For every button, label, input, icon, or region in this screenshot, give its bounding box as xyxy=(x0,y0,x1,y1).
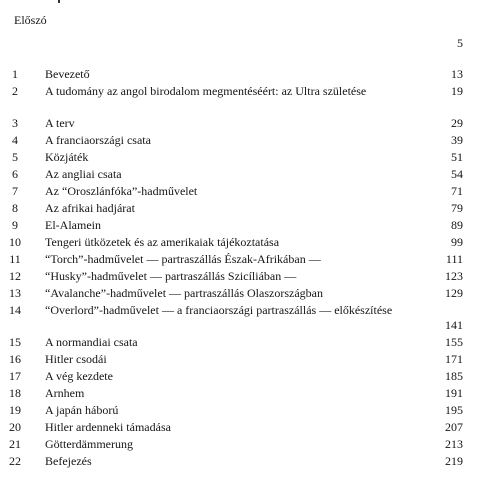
chapter-page: 141 xyxy=(445,318,463,332)
table-of-contents xyxy=(0,66,483,470)
chapter-number: 21 xyxy=(9,437,21,451)
chapter-title: Götterdämmerung xyxy=(45,437,133,451)
chapter-page: 213 xyxy=(445,437,463,451)
chapter-title: Az angliai csata xyxy=(45,167,122,181)
toc-row xyxy=(0,302,483,334)
preface-label: Előszó xyxy=(14,13,47,27)
toc-row xyxy=(0,453,483,470)
chapter-number: 4 xyxy=(12,133,18,147)
chapter-title: “Husky”-hadművelet — partraszállás Szicíliában — xyxy=(45,269,297,283)
chapter-page: 54 xyxy=(451,167,463,181)
chapter-page: 39 xyxy=(451,133,463,147)
chapter-number: 12 xyxy=(9,269,21,283)
chapter-page: 155 xyxy=(445,335,463,349)
chapter-page: 13 xyxy=(451,67,463,81)
chapter-title: A tudomány az angol birodalom megmentéséért: az Ultra születése xyxy=(45,84,367,98)
chapter-title: Befejezés xyxy=(45,454,92,468)
chapter-number: 6 xyxy=(12,167,18,181)
toc-row xyxy=(0,200,483,217)
chapter-number: 10 xyxy=(9,235,21,249)
toc-row xyxy=(0,83,483,115)
chapter-page: 99 xyxy=(451,235,463,249)
chapter-title: A franciaországi csata xyxy=(45,133,151,147)
chapter-title: Közjáték xyxy=(45,150,89,164)
chapter-number: 19 xyxy=(9,403,21,417)
chapter-number: 1 xyxy=(12,67,18,81)
toc-row xyxy=(0,385,483,402)
chapter-number: 3 xyxy=(12,116,18,130)
chapter-page: 29 xyxy=(451,116,463,130)
toc-row xyxy=(0,436,483,453)
chapter-title: “Overlord”-hadművelet — a franciaországi partraszállás — előkészítése xyxy=(45,303,393,317)
chapter-number: 7 xyxy=(12,184,18,198)
toc-row xyxy=(0,285,483,302)
chapter-page: 71 xyxy=(451,184,463,198)
chapter-title: A vég kezdete xyxy=(45,369,113,383)
chapter-page: 191 xyxy=(445,386,463,400)
chapter-title: Az “Oroszlánfóka”-hadművelet xyxy=(45,184,198,198)
chapter-page: 129 xyxy=(445,286,463,300)
toc-row xyxy=(0,166,483,183)
chapter-number: 17 xyxy=(9,369,21,383)
chapter-page: 123 xyxy=(445,269,463,283)
chapter-title: Hitler csodái xyxy=(45,352,107,366)
chapter-number: 9 xyxy=(12,218,18,232)
chapter-number: 20 xyxy=(9,420,21,434)
chapter-title: Bevezető xyxy=(45,67,90,81)
chapter-page: 207 xyxy=(445,420,463,434)
chapter-title: A normandiai csata xyxy=(45,335,138,349)
chapter-page: 171 xyxy=(445,352,463,366)
chapter-title: Hitler ardenneki támadása xyxy=(45,420,171,434)
chapter-number: 5 xyxy=(12,150,18,164)
chapter-page: 185 xyxy=(445,369,463,383)
toc-row xyxy=(0,334,483,351)
chapter-page: 219 xyxy=(445,454,463,468)
toc-row xyxy=(0,183,483,200)
toc-row xyxy=(0,234,483,251)
chapter-title: Az afrikai hadjárat xyxy=(45,201,135,215)
chapter-title: Arnhem xyxy=(45,386,85,400)
chapter-title: “Torch”-hadművelet — partraszállás Észak-Afrikában — xyxy=(45,252,321,266)
toc-row xyxy=(0,368,483,385)
chapter-title: A japán háború xyxy=(45,403,119,417)
chapter-number: 16 xyxy=(9,352,21,366)
chapter-title: “Avalanche”-hadművelet — partraszállás Olaszországban xyxy=(45,286,323,300)
chapter-number: 22 xyxy=(9,454,21,468)
toc-row xyxy=(0,419,483,436)
chapter-number: 15 xyxy=(9,335,21,349)
toc-row xyxy=(0,351,483,368)
chapter-number: 13 xyxy=(9,286,21,300)
chapter-page: 19 xyxy=(451,84,463,98)
chapter-page: 111 xyxy=(445,252,463,266)
chapter-title: El-Alamein xyxy=(45,218,101,232)
preface-page-number: 5 xyxy=(457,36,463,50)
chapter-title: Tengeri ütközetek és az amerikaiak tájékoztatása xyxy=(45,235,280,249)
chapter-number: 14 xyxy=(9,303,21,317)
chapter-title: A terv xyxy=(45,116,75,130)
chapter-number: 11 xyxy=(9,252,21,266)
print-mark xyxy=(58,0,60,3)
toc-row xyxy=(0,132,483,149)
chapter-page: 89 xyxy=(451,218,463,232)
chapter-number: 18 xyxy=(9,386,21,400)
chapter-page: 79 xyxy=(451,201,463,215)
chapter-page: 195 xyxy=(445,403,463,417)
toc-row xyxy=(0,149,483,166)
toc-row xyxy=(0,66,483,83)
chapter-number: 2 xyxy=(12,84,18,98)
toc-row xyxy=(0,115,483,132)
toc-row xyxy=(0,217,483,234)
toc-row xyxy=(0,402,483,419)
toc-row xyxy=(0,268,483,285)
toc-row xyxy=(0,251,483,268)
chapter-page: 51 xyxy=(451,150,463,164)
chapter-number: 8 xyxy=(12,201,18,215)
